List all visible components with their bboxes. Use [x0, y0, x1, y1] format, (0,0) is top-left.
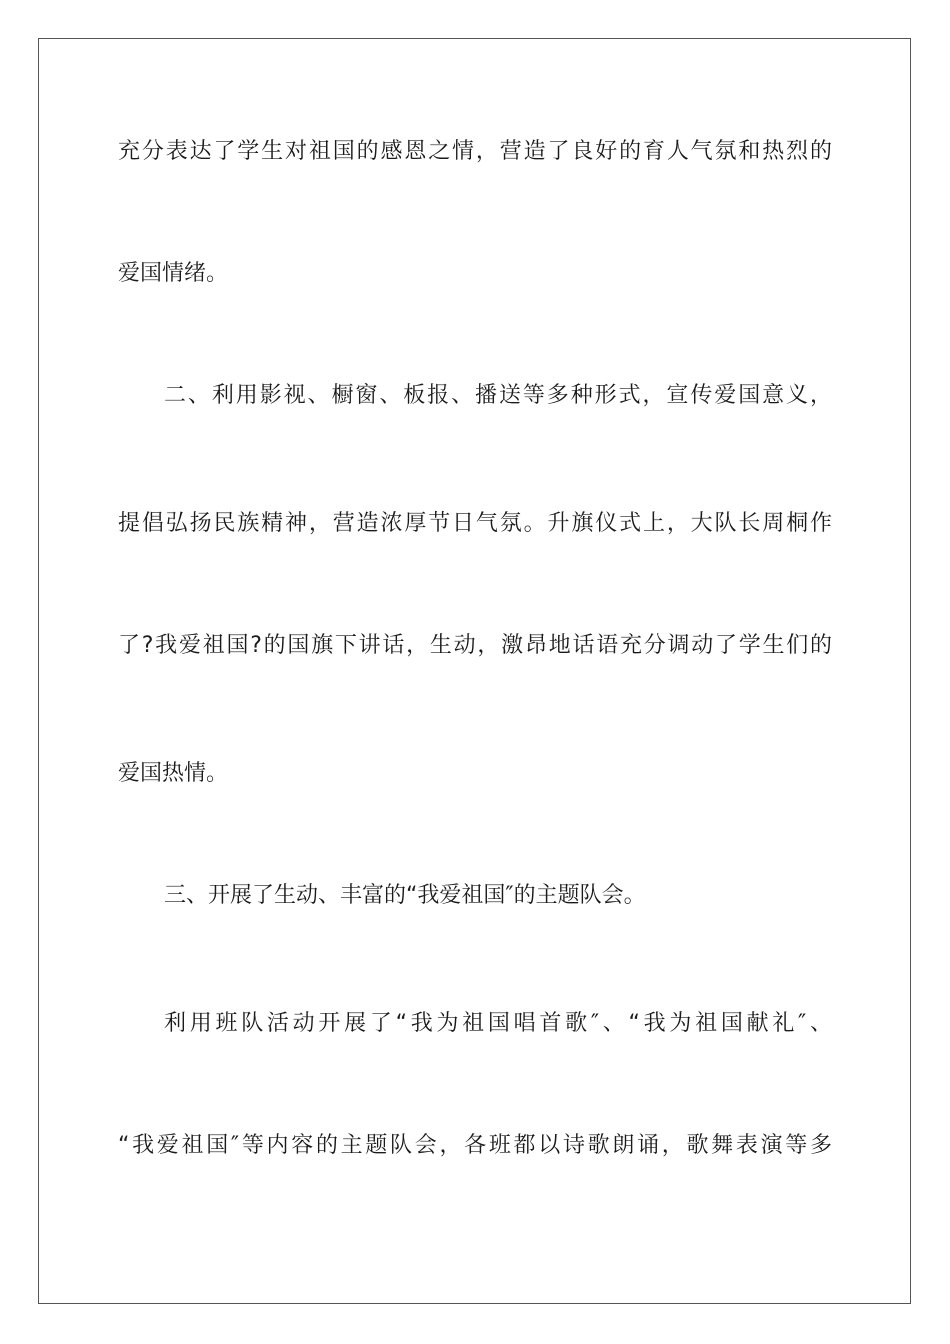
paragraph-line: “我爱祖国″等内容的主题队会，各班都以诗歌朗诵，歌舞表演等多 — [118, 1133, 832, 1158]
paragraph-line: 了?我爱祖国?的国旗下讲话，生动，激昂地话语充分调动了学生们的 — [118, 633, 832, 658]
paragraph-line: 提倡弘扬民族精神，营造浓厚节日气氛。升旗仪式上，大队长周桐作 — [118, 511, 832, 536]
paragraph-line: 爱国热情。 — [118, 761, 229, 786]
paragraph-line: 爱国情绪。 — [118, 261, 229, 286]
paragraph-line: 充分表达了学生对祖国的感恩之情，营造了良好的育人气氛和热烈的 — [118, 139, 832, 164]
page-border — [38, 38, 911, 1304]
section-heading-line: 三、开展了生动、丰富的“我爱祖国″的主题队会。 — [164, 883, 646, 908]
paragraph-line: 利用班队活动开展了“我为祖国唱首歌″、“我为祖国献礼″、 — [164, 1011, 832, 1036]
section-heading-line: 二、利用影视、橱窗、板报、播送等多种形式，宣传爱国意义， — [164, 383, 832, 408]
